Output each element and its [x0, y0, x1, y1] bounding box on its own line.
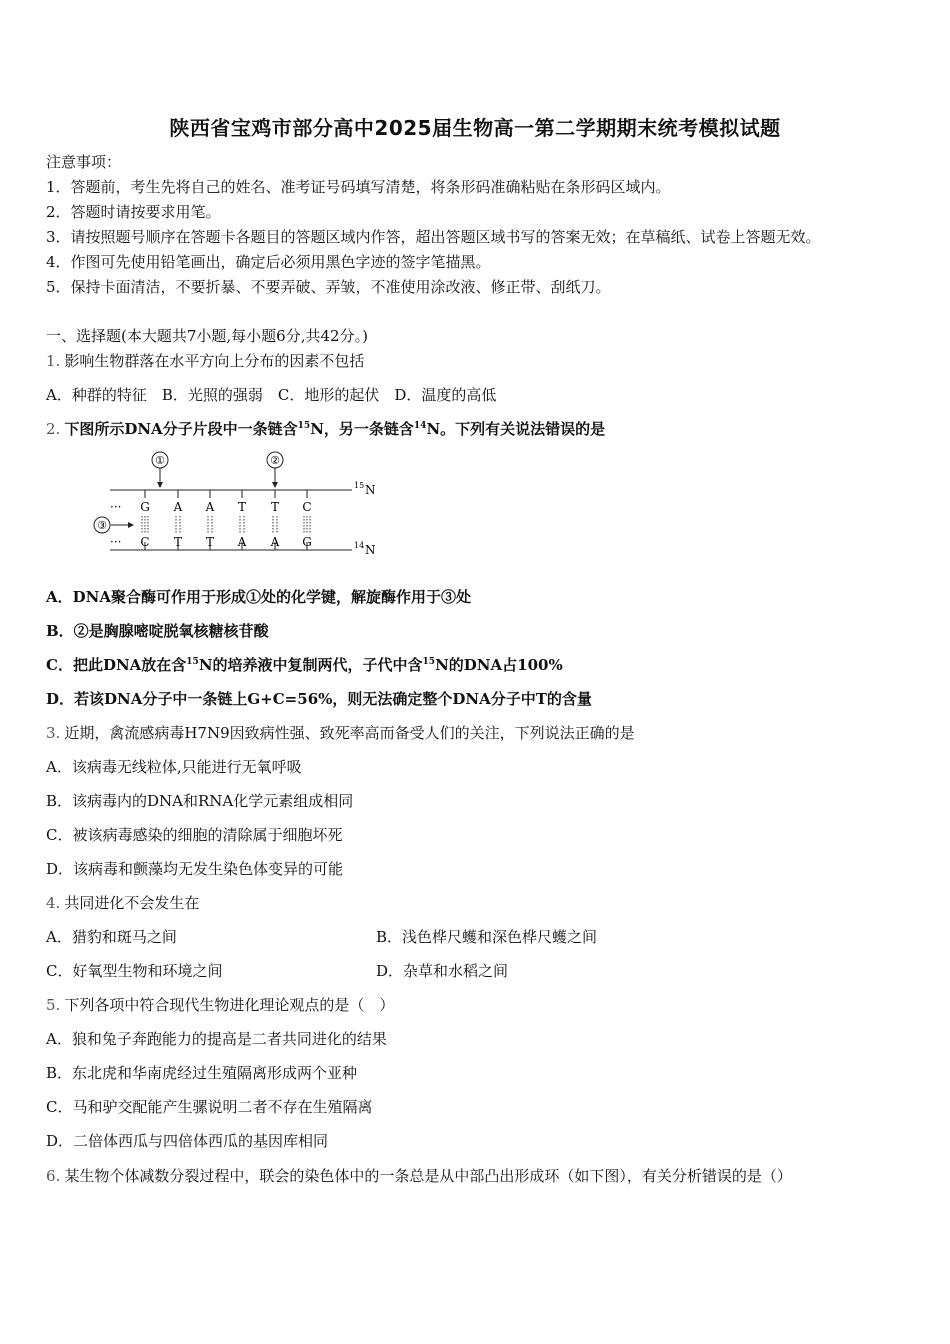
notice-item-4: 4．作图可先使用铅笔画出，确定后必须用黑色字迹的签字笔描黑。	[46, 253, 491, 271]
q3-option-d: D．该病毒和颤藻均无发生染色体变异的可能	[46, 860, 344, 878]
question-stem	[64, 420, 605, 438]
stem-part: N。下列有关说法错误的是	[426, 420, 606, 438]
top-base: A	[205, 500, 215, 514]
q3-option-b: B．该病毒内的DNA和RNA化学元素组成相同	[46, 792, 354, 810]
option-part: N的DNA占100%	[435, 656, 563, 674]
superscript: 15	[422, 657, 436, 667]
top-label-sup: 15	[354, 481, 365, 490]
bottom-ticks	[145, 542, 307, 550]
notice-heading: 注意事项：	[46, 153, 122, 171]
marker-2-arrowhead	[272, 482, 278, 488]
q4-option-d: D．杂草和水稻之间	[376, 962, 509, 980]
question-3	[46, 723, 635, 743]
bottom-label: N	[365, 543, 376, 557]
bottom-base: T	[173, 535, 183, 549]
bottom-base: C	[140, 535, 150, 549]
stem-part: N，另一条链含	[310, 420, 414, 438]
bottom-base: A	[237, 535, 247, 549]
question-6	[46, 1166, 792, 1186]
notice-item-3: 3．请按照题号顺序在答题卡各题目的答题区域内作答，超出答题区域书写的答案无效；在草稿纸、试卷上答题无效。	[46, 228, 821, 246]
marker-3: ③	[97, 519, 107, 532]
top-base: G	[140, 500, 150, 514]
top-ticks	[145, 490, 307, 498]
q2-option-b: B．②是胸腺嘧啶脱氧核糖核苷酸	[46, 622, 269, 640]
notice-item-5: 5．保持卡面清洁，不要折暴、不要弄破、弄皱，不准使用涂改液、修正带、刮纸刀。	[46, 278, 611, 296]
marker-1: ①	[155, 454, 165, 467]
q2-option-c	[46, 655, 563, 675]
q4-option-c: C．好氧型生物和环境之间	[46, 962, 223, 980]
marker-1-arrowhead	[157, 482, 163, 488]
question-number: 1.	[46, 352, 61, 370]
top-base: T	[270, 500, 280, 514]
q3-option-a: A．该病毒无线粒体,只能进行无氧呼吸	[46, 758, 302, 776]
question-number: 4.	[46, 894, 61, 912]
q2-option-d: D．若该DNA分子中一条链上G+C=56%，则无法确定整个DNA分子中T的含量	[46, 690, 592, 708]
dna-diagram	[90, 448, 390, 568]
page-title: 陕西省宝鸡市部分高中2025届生物高一第二学期期末统考模拟试题	[169, 116, 781, 140]
question-4	[46, 893, 199, 913]
bottom-ellipsis: ···	[110, 535, 122, 549]
question-stem: 近期，禽流感病毒H7N9因致病性强、致死率高而备受人们的关注，下列说法正确的是	[64, 724, 635, 742]
notice-item-2: 2．答题时请按要求用笔。	[46, 203, 221, 221]
question-1	[46, 351, 364, 371]
top-ellipsis: ···	[110, 500, 122, 514]
bottom-base: A	[270, 535, 280, 549]
q2-option-a: A．DNA聚合酶可作用于形成①处的化学键，解旋酶作用于③处	[46, 588, 471, 606]
question-stem: 共同进化不会发生在	[64, 894, 200, 912]
hydrogen-bonds	[142, 516, 310, 534]
q4-option-a: A．猎豹和斑马之间	[46, 928, 177, 946]
question-stem: 某生物个体减数分裂过程中，联会的染色体中的一条总是从中部凸出形成环（如下图），有关分析错误的是（）	[64, 1167, 792, 1185]
superscript: 15	[297, 421, 311, 431]
question-2	[46, 419, 605, 439]
superscript: 14	[413, 421, 427, 431]
marker-3-arrowhead	[128, 522, 134, 528]
question-5	[46, 995, 394, 1015]
top-base: C	[302, 500, 312, 514]
q5-option-c: C．马和驴交配能产生骡说明二者不存在生殖隔离	[46, 1098, 373, 1116]
question-number: 2.	[46, 420, 61, 438]
superscript: 15	[186, 657, 199, 667]
stem-part: 下图所示DNA分子片段中一条链含	[64, 420, 298, 438]
bottom-base: G	[302, 535, 312, 549]
top-base: T	[237, 500, 247, 514]
top-base: A	[173, 500, 183, 514]
section-heading: 一、选择题(本大题共7小题,每小题6分,共42分。)	[46, 327, 368, 345]
marker-2: ②	[270, 454, 280, 467]
option-part: C．把此DNA放在含	[46, 656, 187, 674]
bottom-label-sup: 14	[354, 541, 365, 550]
q1-options: A．种群的特征 B．光照的强弱 C．地形的起伏 D．温度的高低	[46, 386, 497, 404]
option-part: N的培养液中复制两代，子代中含	[198, 656, 423, 674]
q5-option-a: A．狼和兔子奔跑能力的提高是二者共同进化的结果	[46, 1030, 387, 1048]
q4-option-b: B．浅色桦尺蠖和深色桦尺蠖之间	[376, 928, 598, 946]
q5-option-b: B．东北虎和华南虎经过生殖隔离形成两个亚种	[46, 1064, 358, 1082]
question-number: 3.	[46, 724, 61, 742]
q3-option-c: C．被该病毒感染的细胞的清除属于细胞坏死	[46, 826, 343, 844]
notice-item-1: 1．答题前，考生先将自己的姓名、准考证号码填写清楚，将条形码准确粘贴在条形码区域内。	[46, 178, 671, 196]
bottom-base: T	[205, 535, 215, 549]
question-stem: 下列各项中符合现代生物进化理论观点的是（ ）	[64, 996, 395, 1014]
top-label: N	[365, 483, 376, 497]
q5-option-d: D．二倍体西瓜与四倍体西瓜的基因库相同	[46, 1132, 329, 1150]
question-stem: 影响生物群落在水平方向上分布的因素不包括	[64, 352, 365, 370]
question-number: 6.	[46, 1167, 61, 1185]
question-number: 5.	[46, 996, 61, 1014]
